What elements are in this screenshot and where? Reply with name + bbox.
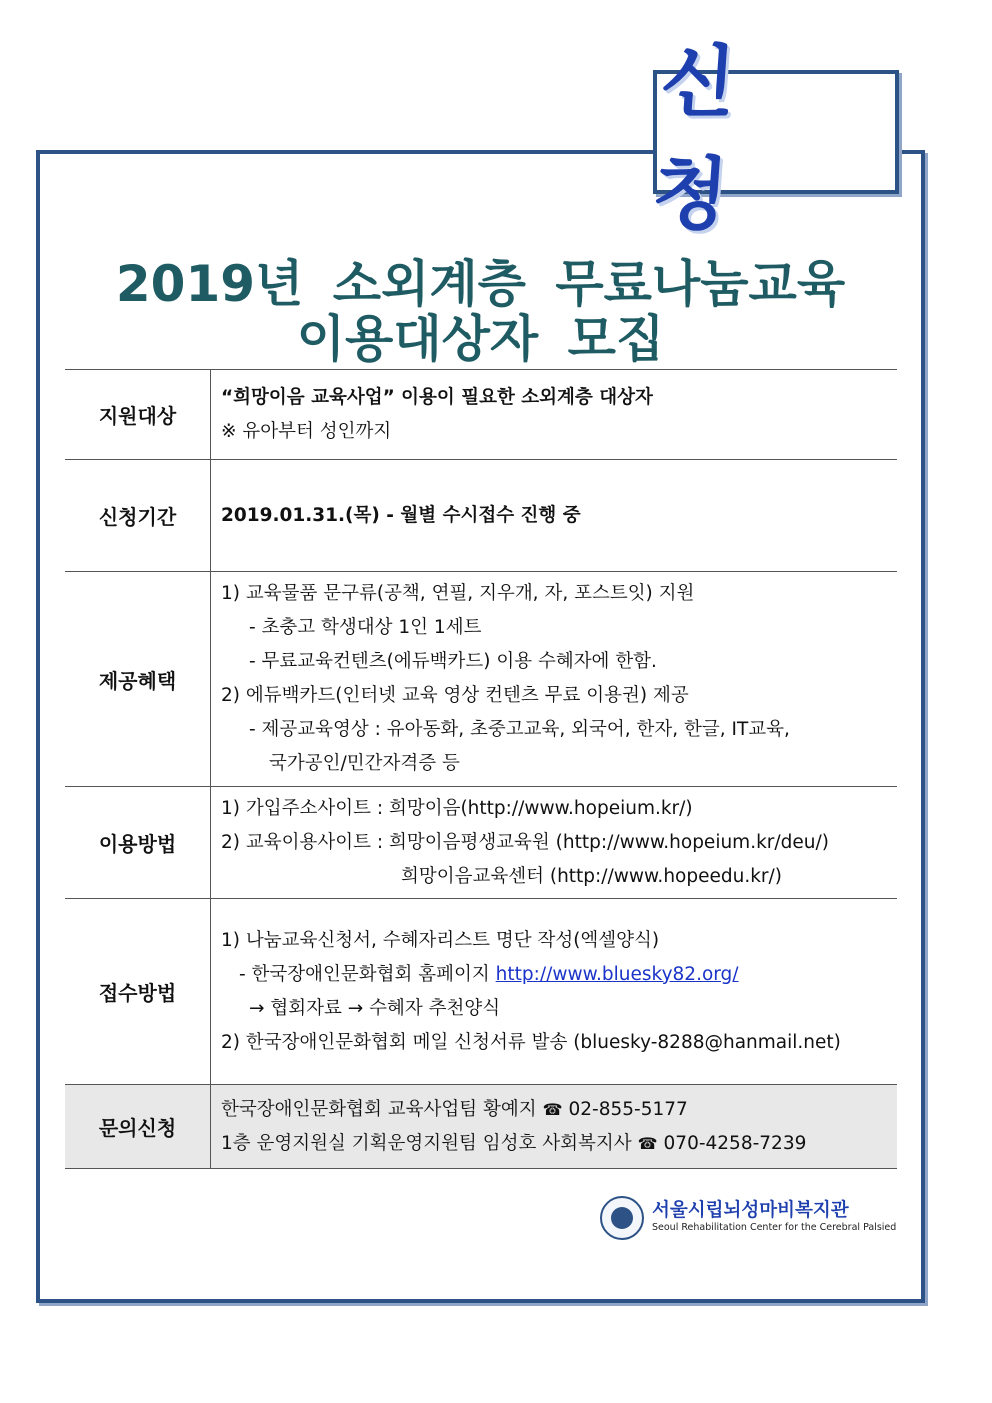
row-period <box>65 460 897 572</box>
apply-line-2 <box>221 958 897 992</box>
row-target <box>65 370 897 460</box>
apply-line-4: 2) 한국장애인문화협회 메일 신청서류 발송 (bluesky-8288@hanmail.net) <box>221 1031 841 1053</box>
apply-line-1: 1) 나눔교육신청서, 수혜자리스트 명단 작성(엑셀양식) <box>221 929 660 951</box>
target-line-2: ※ 유아부터 성인까지 <box>221 420 392 442</box>
org-logo <box>600 1195 897 1241</box>
org-subtitle: Seoul Rehabilitation Center for the Cerebral Palsied <box>652 1222 897 1233</box>
benefits-line-4: 2) 에듀백카드(인터넷 교육 영상 컨텐츠 무료 이용권) 제공 <box>221 685 689 706</box>
content-target <box>211 370 898 460</box>
phone-icon: ☎ <box>637 1133 658 1153</box>
benefits-line-6: 국가공인/민간자격증 등 <box>269 753 460 774</box>
label-apply: 접수방법 <box>65 899 211 1085</box>
label-usage: 이용방법 <box>65 787 211 899</box>
row-usage <box>65 787 897 899</box>
contact-line-2 <box>221 1127 897 1161</box>
period-text: 2019.01.31.(목) - 월별 수시접수 진행 중 <box>221 504 581 526</box>
row-benefits <box>65 572 897 787</box>
content-apply <box>211 899 898 1085</box>
apply-line-2-text: - 한국장애인문화협회 홈페이지 <box>239 963 496 985</box>
contact-2-text: 1층 운영지원실 기획운영지원팀 임성호 사회복지사 <box>221 1132 632 1154</box>
benefits-line-2: - 초충고 학생대상 1인 1세트 <box>249 617 482 638</box>
contact-line-1 <box>221 1093 897 1127</box>
org-emblem-icon <box>600 1196 644 1240</box>
label-target: 지원대상 <box>65 370 211 460</box>
benefits-line-5: - 제공교육영상 : 유아동화, 초중고교육, 외국어, 한자, 한글, IT교육, <box>249 719 790 740</box>
org-name: 서울시립뇌성마비복지관 <box>652 1200 849 1221</box>
apply-stamp <box>649 38 899 240</box>
usage-line-2: 2) 교육이용사이트 : 희망이음평생교육원 (http://www.hopeium.kr/deu/) <box>221 831 829 853</box>
phone-icon: ☎ <box>542 1099 563 1119</box>
content-usage <box>211 787 898 899</box>
contact-1-text: 한국장애인문화협회 교육사업팀 황예지 <box>221 1098 537 1120</box>
info-table <box>65 369 897 1169</box>
label-contact: 문의신청 <box>65 1085 211 1169</box>
usage-line-3: 희망이음교육센터 (http://www.hopeedu.kr/) <box>401 865 782 887</box>
benefits-line-3: - 무료교육컨텐츠(에듀백카드) 이용 수혜자에 한함. <box>249 651 657 672</box>
benefits-line-1: 1) 교육물품 문구류(공책, 연필, 지우개, 자, 포스트잇) 지원 <box>221 583 695 604</box>
content-benefits <box>211 572 898 787</box>
title-line-2: 이용대상자 모집 <box>296 310 665 368</box>
content-period <box>211 460 898 572</box>
label-benefits: 제공혜택 <box>65 572 211 787</box>
label-period: 신청기간 <box>65 460 211 572</box>
row-apply <box>65 899 897 1085</box>
contact-1-phone: 02-855-5177 <box>568 1098 688 1120</box>
row-contact <box>65 1085 897 1169</box>
target-line-1: “희망이음 교육사업” 이용이 필요한 소외계층 대상자 <box>221 386 653 408</box>
contact-2-phone: 070-4258-7239 <box>663 1132 807 1154</box>
bluesky-homepage-link[interactable]: http://www.bluesky82.org/ <box>495 963 739 985</box>
title-line-1: 2019년 소외계층 무료나눔교육 <box>115 255 846 313</box>
usage-line-1: 1) 가입주소사이트 : 희망이음(http://www.hopeium.kr/) <box>221 797 693 819</box>
stamp-text: 신 청 <box>649 38 771 240</box>
apply-line-3: → 협회자료 → 수혜자 추천양식 <box>249 997 501 1019</box>
content-contact <box>211 1085 898 1169</box>
